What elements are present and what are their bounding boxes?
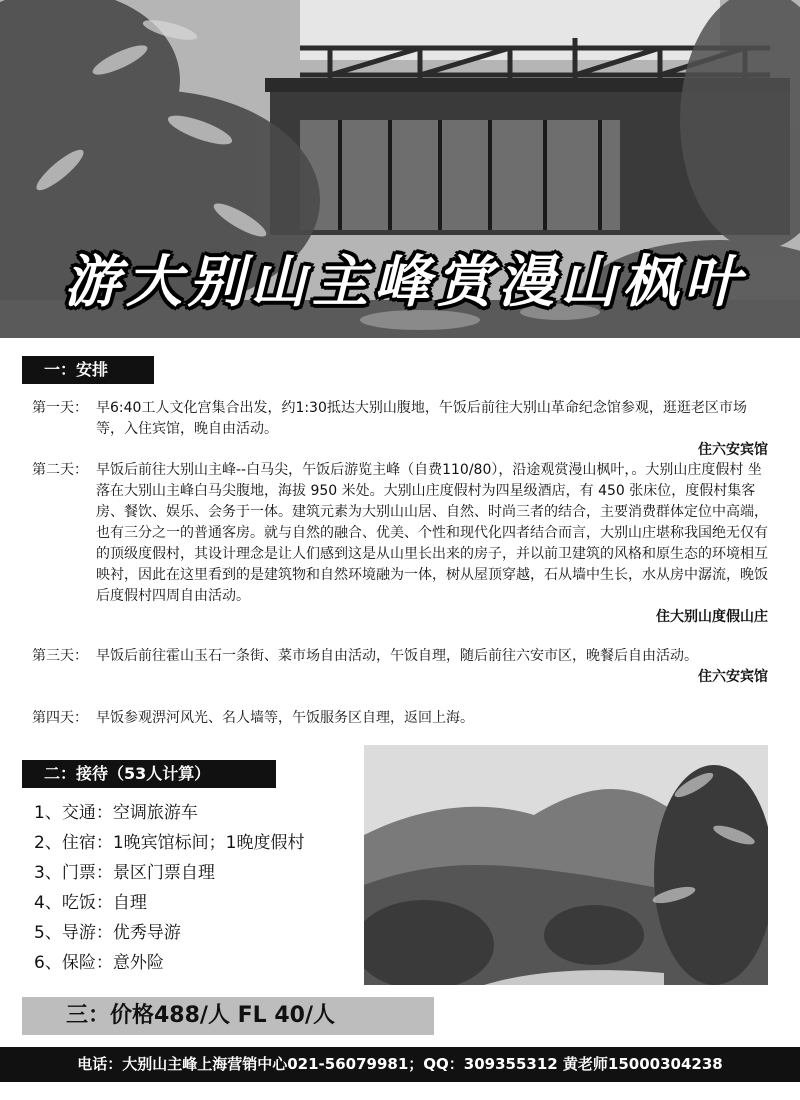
list-item: 6、保险：意外险 bbox=[34, 953, 164, 973]
hero-photo bbox=[0, 0, 800, 338]
contact-footer: 电话：大别山主峰上海营销中心021-56079981；QQ：309355312 黄老师15000304238 bbox=[0, 1047, 800, 1082]
list-item: 3、门票：景区门票自理 bbox=[34, 863, 215, 883]
day-item-3 bbox=[32, 646, 772, 688]
day-text: 早6:40工人文化宫集合出发，约1:30抵达大别山腹地，午饭后前往大别山革命纪念馆参观，逛逛老区市场等，入住宾馆，晚自由活动。 bbox=[96, 400, 747, 437]
day-label: 第三天： bbox=[32, 648, 88, 664]
day-text: 早饭参观淠河风光、名人墙等，午饭服务区自理，返回上海。 bbox=[96, 710, 474, 726]
day-text: 早饭后前往大别山主峰--白马尖，午饭后游览主峰（自费110/80），沿途观赏漫山枫叶，。大别山庄度假村 坐落在大别山主峰白马尖腹地，海拔 950 米处。大别山庄度假村为四星级酒店，有 450 张床位，度假村集客房、餐饮、娱乐、会务于一体。建筑元素为大别山山居、自然、时尚三者的结合，主要消费群体定位中高端，也有三分之一的普通客房。就与自然的融合、优美、个性和现代化四者结合而言，大别山庄堪称我国绝无仅有的顶级度假村，其设计理念是让人们感到这是从山里长出来的房子，并以前卫建筑的风格和原生态的环境相互映衬，因此在这里看到的是建筑物和自然环境融为一体，树从屋顶穿越，石从墙中生长，水从房中潺流，晚饭后度假村四周自由活动。 bbox=[96, 462, 768, 604]
day-stay: 住六安宾馆 bbox=[698, 442, 768, 458]
list-item: 1、交通：空调旅游车 bbox=[34, 803, 198, 823]
section-heading-schedule: 一：安排 bbox=[22, 356, 154, 384]
reception-list bbox=[34, 798, 364, 978]
price-banner: 三：价格488/人 FL 40/人 bbox=[22, 997, 434, 1035]
day-stay: 住大别山度假山庄 bbox=[656, 609, 768, 625]
mountain-illustration bbox=[364, 745, 768, 985]
day-item-1 bbox=[32, 398, 772, 461]
hero-title: 游大别山主峰赏漫山枫叶 bbox=[64, 249, 746, 315]
day-label: 第二天： bbox=[32, 462, 88, 478]
day-item-2 bbox=[32, 460, 772, 628]
day-text: 早饭后前往霍山玉石一条街、菜市场自由活动，午饭自理，随后前往六安市区，晚餐后自由活动。 bbox=[96, 648, 698, 664]
day-label: 第四天： bbox=[32, 710, 88, 726]
list-item: 2、住宿：1晚宾馆标间；1晚度假村 bbox=[34, 833, 305, 853]
section-heading-reception: 二：接待（53人计算） bbox=[22, 760, 276, 788]
day-stay: 住六安宾馆 bbox=[698, 669, 768, 685]
list-item: 4、吃饭：自理 bbox=[34, 893, 147, 913]
day-item-4 bbox=[32, 708, 772, 729]
day-label: 第一天： bbox=[32, 400, 88, 416]
list-item: 5、导游：优秀导游 bbox=[34, 923, 181, 943]
mountain-photo bbox=[364, 745, 768, 985]
